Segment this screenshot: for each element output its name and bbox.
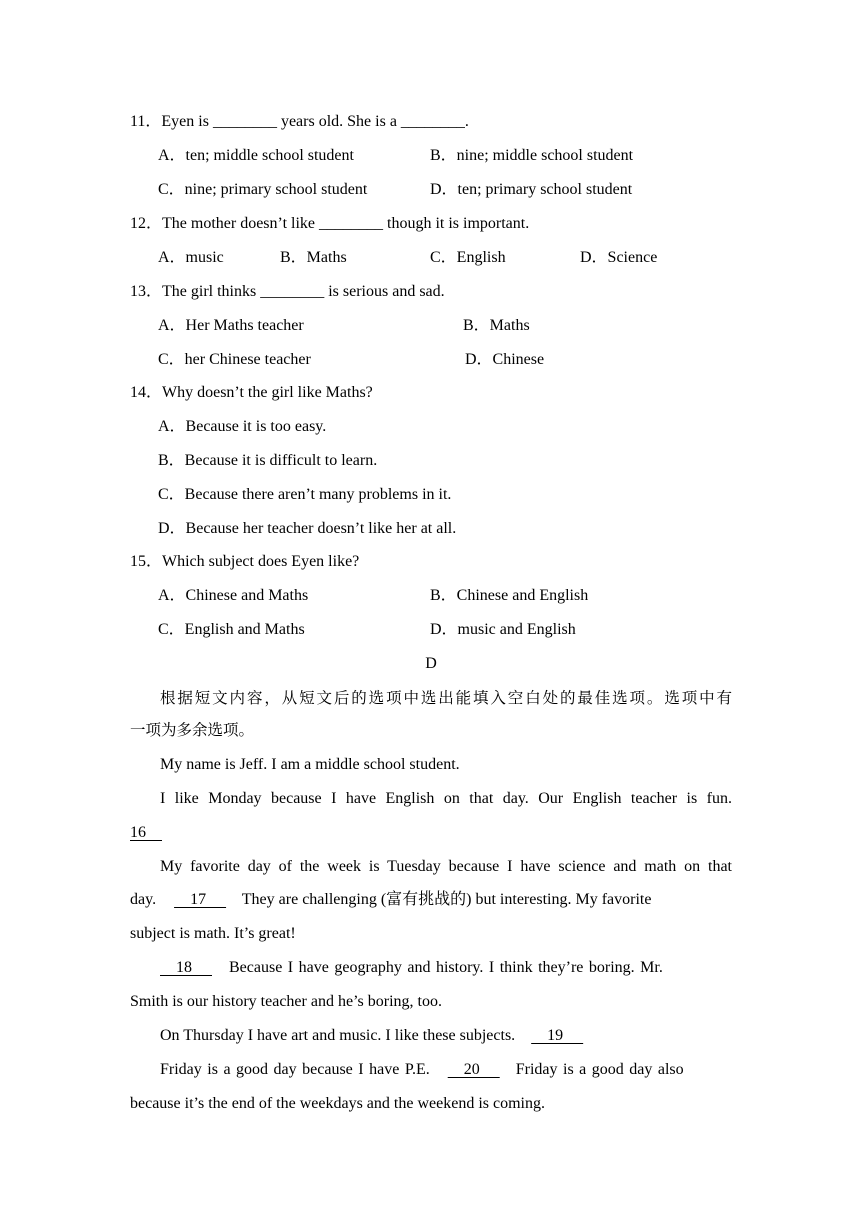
- question-12-option-d: D．Science: [580, 249, 658, 266]
- passage-paragraph-3-line3: subject is math. It’s great!: [130, 925, 296, 942]
- question-15-option-d: D．music and English: [430, 621, 576, 638]
- blank-20[interactable]: 20: [447, 1061, 500, 1078]
- question-12-option-c: C．English: [430, 249, 506, 266]
- passage-text: Because I have geography and history. I think they’re boring. Mr.: [229, 959, 663, 976]
- passage-paragraph-6-line2: because it’s the end of the weekdays and the weekend is coming.: [130, 1095, 545, 1112]
- question-14-option-d: D．Because her teacher doesn’t like her at all.: [158, 520, 457, 537]
- passage-paragraph-2-line1: I like Monday because I have English on that day. Our English teacher is fun.: [160, 790, 732, 807]
- passage-text: day.: [130, 891, 157, 908]
- question-14-option-a: A．Because it is too easy.: [158, 418, 327, 435]
- passage-text: On Thursday I have art and music. I like these subjects.: [160, 1027, 516, 1044]
- question-13-stem: 13．The girl thinks ________ is serious and sad.: [130, 283, 445, 300]
- question-14-stem: 14．Why doesn’t the girl like Maths?: [130, 384, 373, 401]
- passage-text: Friday is a good day because I have P.E.: [160, 1061, 430, 1078]
- blank-19[interactable]: 19: [531, 1027, 584, 1044]
- question-13-option-b: B．Maths: [463, 317, 530, 334]
- question-12-option-b: B．Maths: [280, 249, 347, 266]
- question-15-option-c: C．English and Maths: [158, 621, 305, 638]
- question-15-stem: 15．Which subject does Eyen like?: [130, 553, 360, 570]
- passage-text: Friday is a good day also: [515, 1061, 684, 1078]
- question-11-option-d: D．ten; primary school student: [430, 181, 633, 198]
- question-12-option-a: A．music: [158, 249, 224, 266]
- blank-18[interactable]: 18: [160, 959, 212, 976]
- section-instruction-line2: 一项为多余选项。: [130, 721, 255, 739]
- section-title: D: [425, 655, 437, 672]
- passage-paragraph-3-line1: My favorite day of the week is Tuesday because I have science and math on that: [160, 858, 732, 875]
- question-15-option-a: A．Chinese and Maths: [158, 587, 309, 604]
- question-14-option-b: B．Because it is difficult to learn.: [158, 452, 378, 469]
- question-11-option-b: B．nine; middle school student: [430, 147, 634, 164]
- question-13-option-c: C．her Chinese teacher: [158, 351, 311, 368]
- question-12-stem: 12．The mother doesn’t like ________ though it is important.: [130, 215, 530, 232]
- passage-paragraph-6-line1: [160, 1060, 684, 1080]
- passage-paragraph-4-line1: [160, 958, 663, 978]
- question-15-option-b: B．Chinese and English: [430, 587, 589, 604]
- question-11-stem: 11．Eyen is ________ years old. She is a ________.: [130, 113, 469, 130]
- question-13-option-a: A．Her Maths teacher: [158, 317, 304, 334]
- question-11-option-c: C．nine; primary school student: [158, 181, 368, 198]
- passage-paragraph-5: [160, 1026, 583, 1046]
- question-13-option-d: D．Chinese: [465, 351, 545, 368]
- passage-paragraph-4-line2: Smith is our history teacher and he’s boring, too.: [130, 993, 442, 1010]
- passage-paragraph-1: My name is Jeff. I am a middle school student.: [160, 756, 460, 773]
- blank-17[interactable]: 17: [174, 891, 227, 908]
- passage-text: They are challenging (富有挑战的) but interesting. My favorite: [241, 891, 652, 908]
- section-instruction-line1: 根据短文内容，从短文后的选项中选出能填入空白处的最佳选项。选项中有: [160, 689, 732, 707]
- blank-16[interactable]: 16: [130, 824, 162, 841]
- question-14-option-c: C．Because there aren’t many problems in it.: [158, 486, 452, 503]
- passage-paragraph-3-line2: [130, 890, 651, 910]
- question-11-option-a: A．ten; middle school student: [158, 147, 354, 164]
